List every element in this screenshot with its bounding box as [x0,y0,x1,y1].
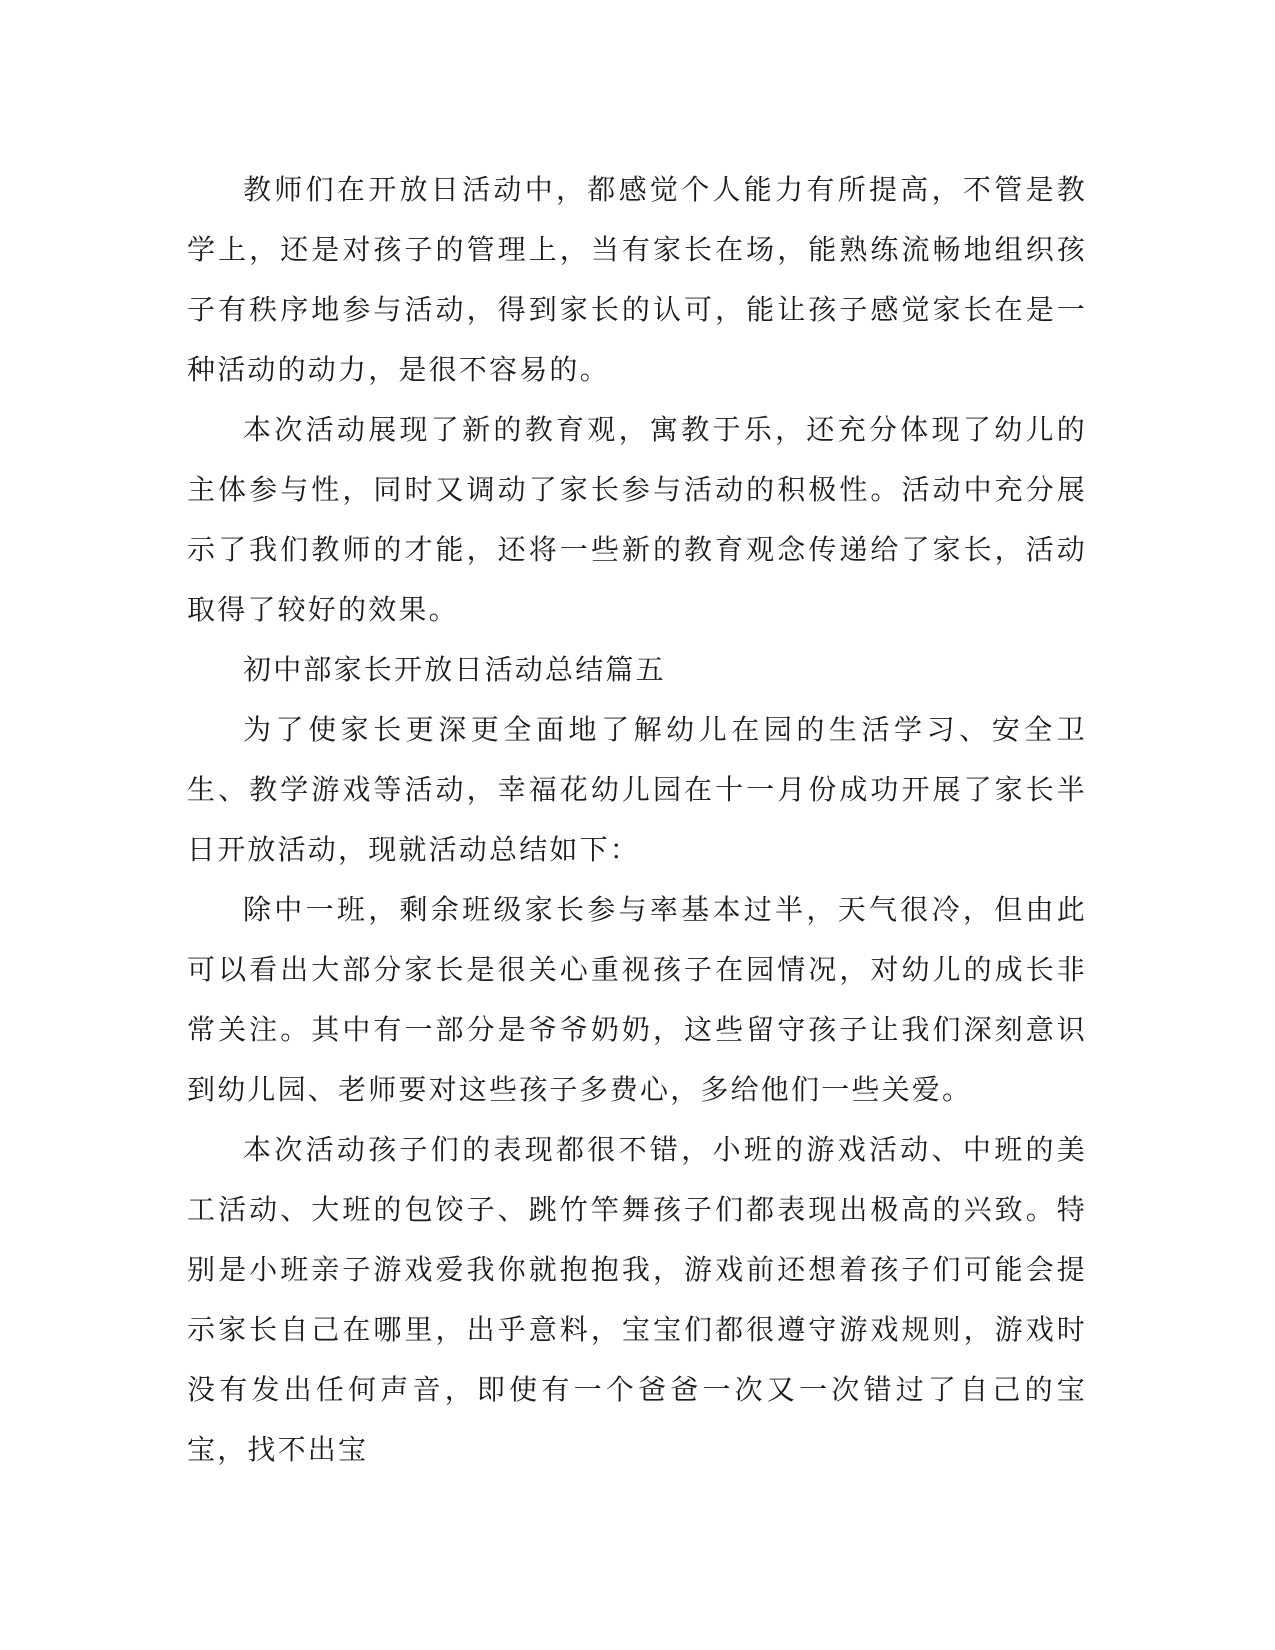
section-title: 初中部家长开放日活动总结篇五 [243,653,666,686]
document-body [187,160,1087,1480]
paragraph-parent-participation: 除中一班，剩余班级家长参与率基本过半，天气很冷，但由此可以看出大部分家长是很关心重视孩子在园情况，对幼儿的成长非常关注。其中有一部分是爷爷奶奶，这些留守孩子让我们深刻意识到幼儿园、老师要对这些孩子多费心，多给他们一些关爱。 [187,893,1087,1106]
paragraph-education-concept: 本次活动展现了新的教育观，寓教于乐，还充分体现了幼儿的主体参与性，同时又调动了家长参与活动的积极性。活动中充分展示了我们教师的才能，还将一些新的教育观念传递给了家长，活动取得了较好的效果。 [187,413,1087,626]
paragraph-open-day-intro: 为了使家长更深更全面地了解幼儿在园的生活学习、安全卫生、教学游戏等活动，幸福花幼儿园在十一月份成功开展了家长半日开放活动，现就活动总结如下： [187,713,1087,866]
paragraph-children-performance: 本次活动孩子们的表现都很不错，小班的游戏活动、中班的美工活动、大班的包饺子、跳竹竿舞孩子们都表现出极高的兴致。特别是小班亲子游戏爱我你就抱抱我，游戏前还想着孩子们可能会提示家长自己在哪里，出乎意料，宝宝们都很遵守游戏规则，游戏时没有发出任何声音，即使有一个爸爸一次又一次错过了自己的宝宝，找不出宝 [187,1133,1087,1466]
paragraph-teachers-ability: 教师们在开放日活动中，都感觉个人能力有所提高，不管是教学上，还是对孩子的管理上，当有家长在场，能熟练流畅地组织孩子有秩序地参与活动，得到家长的认可，能让孩子感觉家长在是一种活动的动力，是很不容易的。 [187,173,1087,386]
